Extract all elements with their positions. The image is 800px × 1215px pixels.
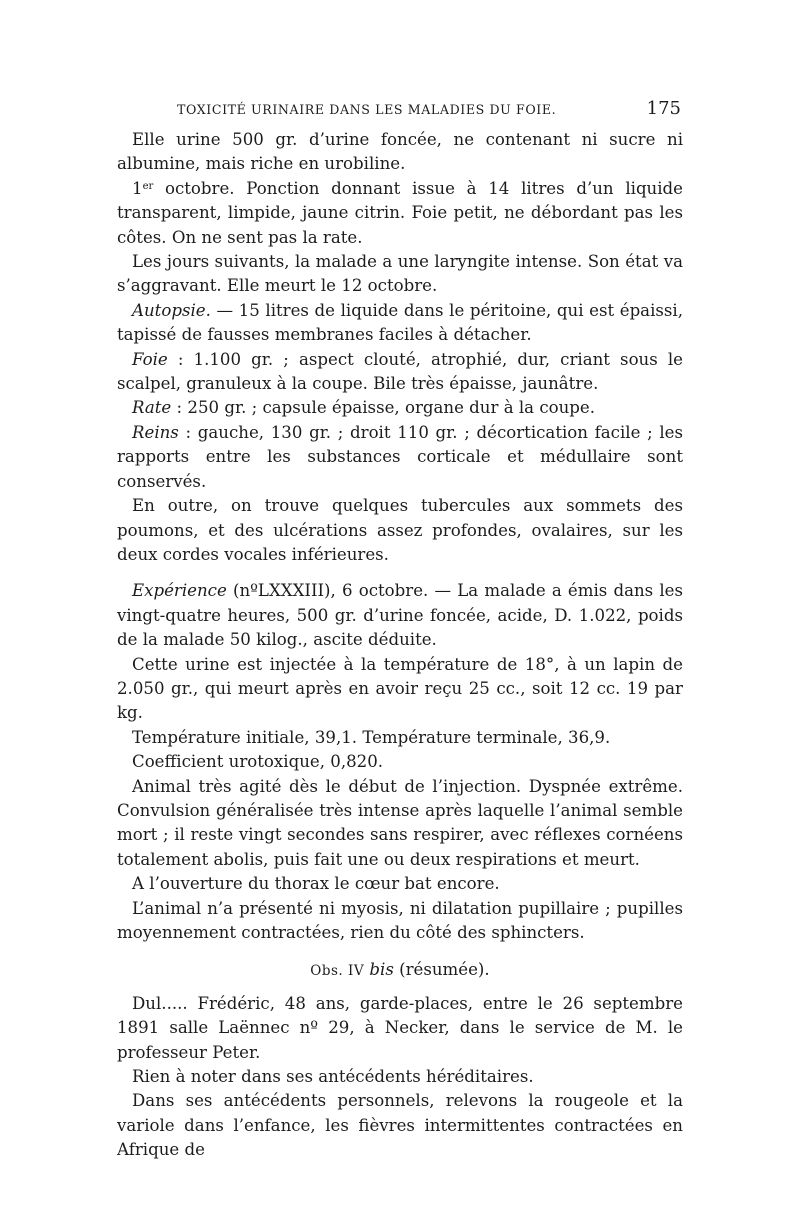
paragraph: Dans ses antécédents personnels, relevons la rougeole et la variole dans l’enfance, les fièvres intermittentes contractées en Afrique de [117, 1091, 683, 1160]
paragraph: Rate : 250 gr. ; capsule épaisse, organe dur à la coupe. [132, 398, 596, 418]
paragraph: L’animal n’a présenté ni myosis, ni dilatation pupillaire ; pupilles moyennement contractées, rien du côté des sphincters. [117, 898, 683, 942]
page-header [117, 98, 683, 122]
paragraph: Foie : 1.100 gr. ; aspect clouté, atrophié, dur, criant sous le scalpel, granuleux à la coupe. Bile très épaisse, jaunâtre. [117, 349, 683, 394]
paragraph: Expérience (nºLXXXIII), 6 octobre. — La malade a émis dans les vingt-quatre heures, 500 gr. d’urine foncée, acide, D. 1.022, poids de la malade 50 kilog., ascite déduite. [117, 581, 683, 650]
body-text [117, 128, 683, 1163]
paragraph: Température initiale, 39,1. Température terminale, 36,9. [132, 727, 611, 747]
paragraph: Autopsie. — 15 litres de liquide dans le péritoine, qui est épaissi, tapissé de fausses membranes faciles à détacher. [117, 300, 683, 345]
paragraph: 1er octobre. Ponction donnant issue à 14 litres d’un liquide transparent, limpide, jaune citrin. Foie petit, ne débordant pas les côtes. On ne sent pas la rate. [117, 178, 683, 247]
page-number: 175 [646, 98, 681, 119]
paragraph: Elle urine 500 gr. d’urine foncée, ne contenant ni sucre ni albumine, mais riche en urobiline. [117, 130, 683, 174]
paragraph: A l’ouverture du thorax le cœur bat encore. [132, 874, 500, 894]
running-title: TOXICITÉ URINAIRE DANS LES MALADIES DU FOIE. [177, 102, 557, 117]
paragraph: Cette urine est injectée à la température de 18°, à un lapin de 2.050 gr., qui meurt après en avoir reçu 25 cc., soit 12 cc. 19 par kg. [117, 654, 683, 723]
paragraph: Reins : gauche, 130 gr. ; droit 110 gr. ; décortication facile ; les rapports entre les substances corticale et médullaire sont conservés. [117, 422, 683, 491]
observation-title: Obs. IV bis (résumée). [310, 960, 490, 980]
paragraph: Les jours suivants, la malade a une laryngite intense. Son état va s’aggravant. Elle meurt le 12 octobre. [117, 252, 683, 296]
paragraph: En outre, on trouve quelques tubercules aux sommets des poumons, et des ulcérations assez profondes, ovalaires, sur les deux cordes vocales inférieures. [117, 496, 683, 564]
paragraph: Coefficient urotoxique, 0,820. [132, 752, 384, 772]
paragraph: Animal très agité dès le début de l’injection. Dyspnée extrême. Convulsion généralisée très intense après laquelle l’animal semble mort ; il reste vingt secondes sans respirer, avec réflexes cornéens totalement abolis, puis fait une ou deux respirations et meurt. [117, 776, 683, 869]
paragraph: Dul..... Frédéric, 48 ans, garde-places, entre le 26 septembre 1891 salle Laënnec nº 29, à Necker, dans le service de M. le professeur Peter. [117, 993, 683, 1062]
paragraph: Rien à noter dans ses antécédents héréditaires. [132, 1067, 534, 1087]
